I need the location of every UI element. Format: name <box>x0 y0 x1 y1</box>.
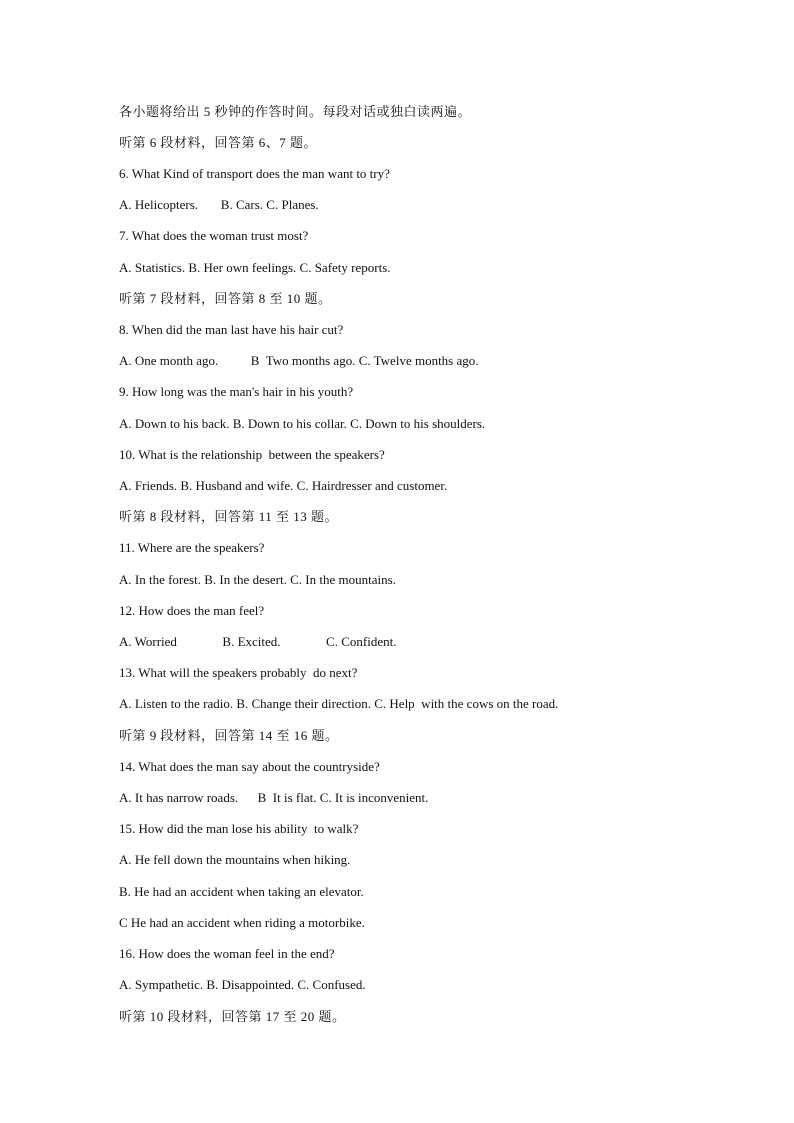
question-9: 9. How long was the man's hair in his youth? <box>119 384 354 399</box>
question-10: 10. What is the relationship between the speakers? <box>119 447 385 462</box>
question-15: 15. How did the man lose his ability to walk? <box>119 821 359 836</box>
options-9: A. Down to his back. B. Down to his collar. C. Down to his shoulders. <box>119 416 486 431</box>
option-15-b: B. He had an accident when taking an elevator. <box>119 884 364 899</box>
options-8: A. One month ago. B Two months ago. C. Twelve months ago. <box>119 353 479 368</box>
options-13: A. Listen to the radio. B. Change their direction. C. Help with the cows on the road. <box>119 696 559 711</box>
options-10: A. Friends. B. Husband and wife. C. Hairdresser and customer. <box>119 478 448 493</box>
options-11: A. In the forest. B. In the desert. C. In the mountains. <box>119 572 396 587</box>
options-16: A. Sympathetic. B. Disappointed. C. Confused. <box>119 977 366 992</box>
question-16: 16. How does the woman feel in the end? <box>119 946 335 961</box>
question-13: 13. What will the speakers probably do next? <box>119 665 358 680</box>
options-7: A. Statistics. B. Her own feelings. C. Safety reports. <box>119 260 391 275</box>
section-header-6: 听第 6 段材料，回答第 6、7 题。 <box>119 135 318 150</box>
question-14: 14. What does the man say about the countryside? <box>119 759 380 774</box>
question-8: 8. When did the man last have his hair cut? <box>119 322 344 337</box>
options-14: A. It has narrow roads. B It is flat. C. It is inconvenient. <box>119 790 429 805</box>
question-11: 11. Where are the speakers? <box>119 540 265 555</box>
section-header-9: 听第 9 段材料，回答第 14 至 16 题。 <box>119 728 339 743</box>
option-15-c: C He had an accident when riding a motorbike. <box>119 915 365 930</box>
question-7: 7. What does the woman trust most? <box>119 228 309 243</box>
question-6: 6. What Kind of transport does the man want to try? <box>119 166 390 181</box>
option-15-a: A. He fell down the mountains when hiking. <box>119 852 351 867</box>
options-12: A. Worried B. Excited. C. Confident. <box>119 634 397 649</box>
question-12: 12. How does the man feel? <box>119 603 265 618</box>
section-header-10: 听第 10 段材料，回答第 17 至 20 题。 <box>119 1009 346 1024</box>
section-header-8: 听第 8 段材料，回答第 11 至 13 题。 <box>119 509 339 524</box>
section-header-7: 听第 7 段材料，回答第 8 至 10 题。 <box>119 291 332 306</box>
options-6: A. Helicopters. B. Cars. C. Planes. <box>119 197 319 212</box>
instruction-line: 各小题将给出 5 秒钟的作答时间。每段对话或独白读两遍。 <box>119 104 472 119</box>
